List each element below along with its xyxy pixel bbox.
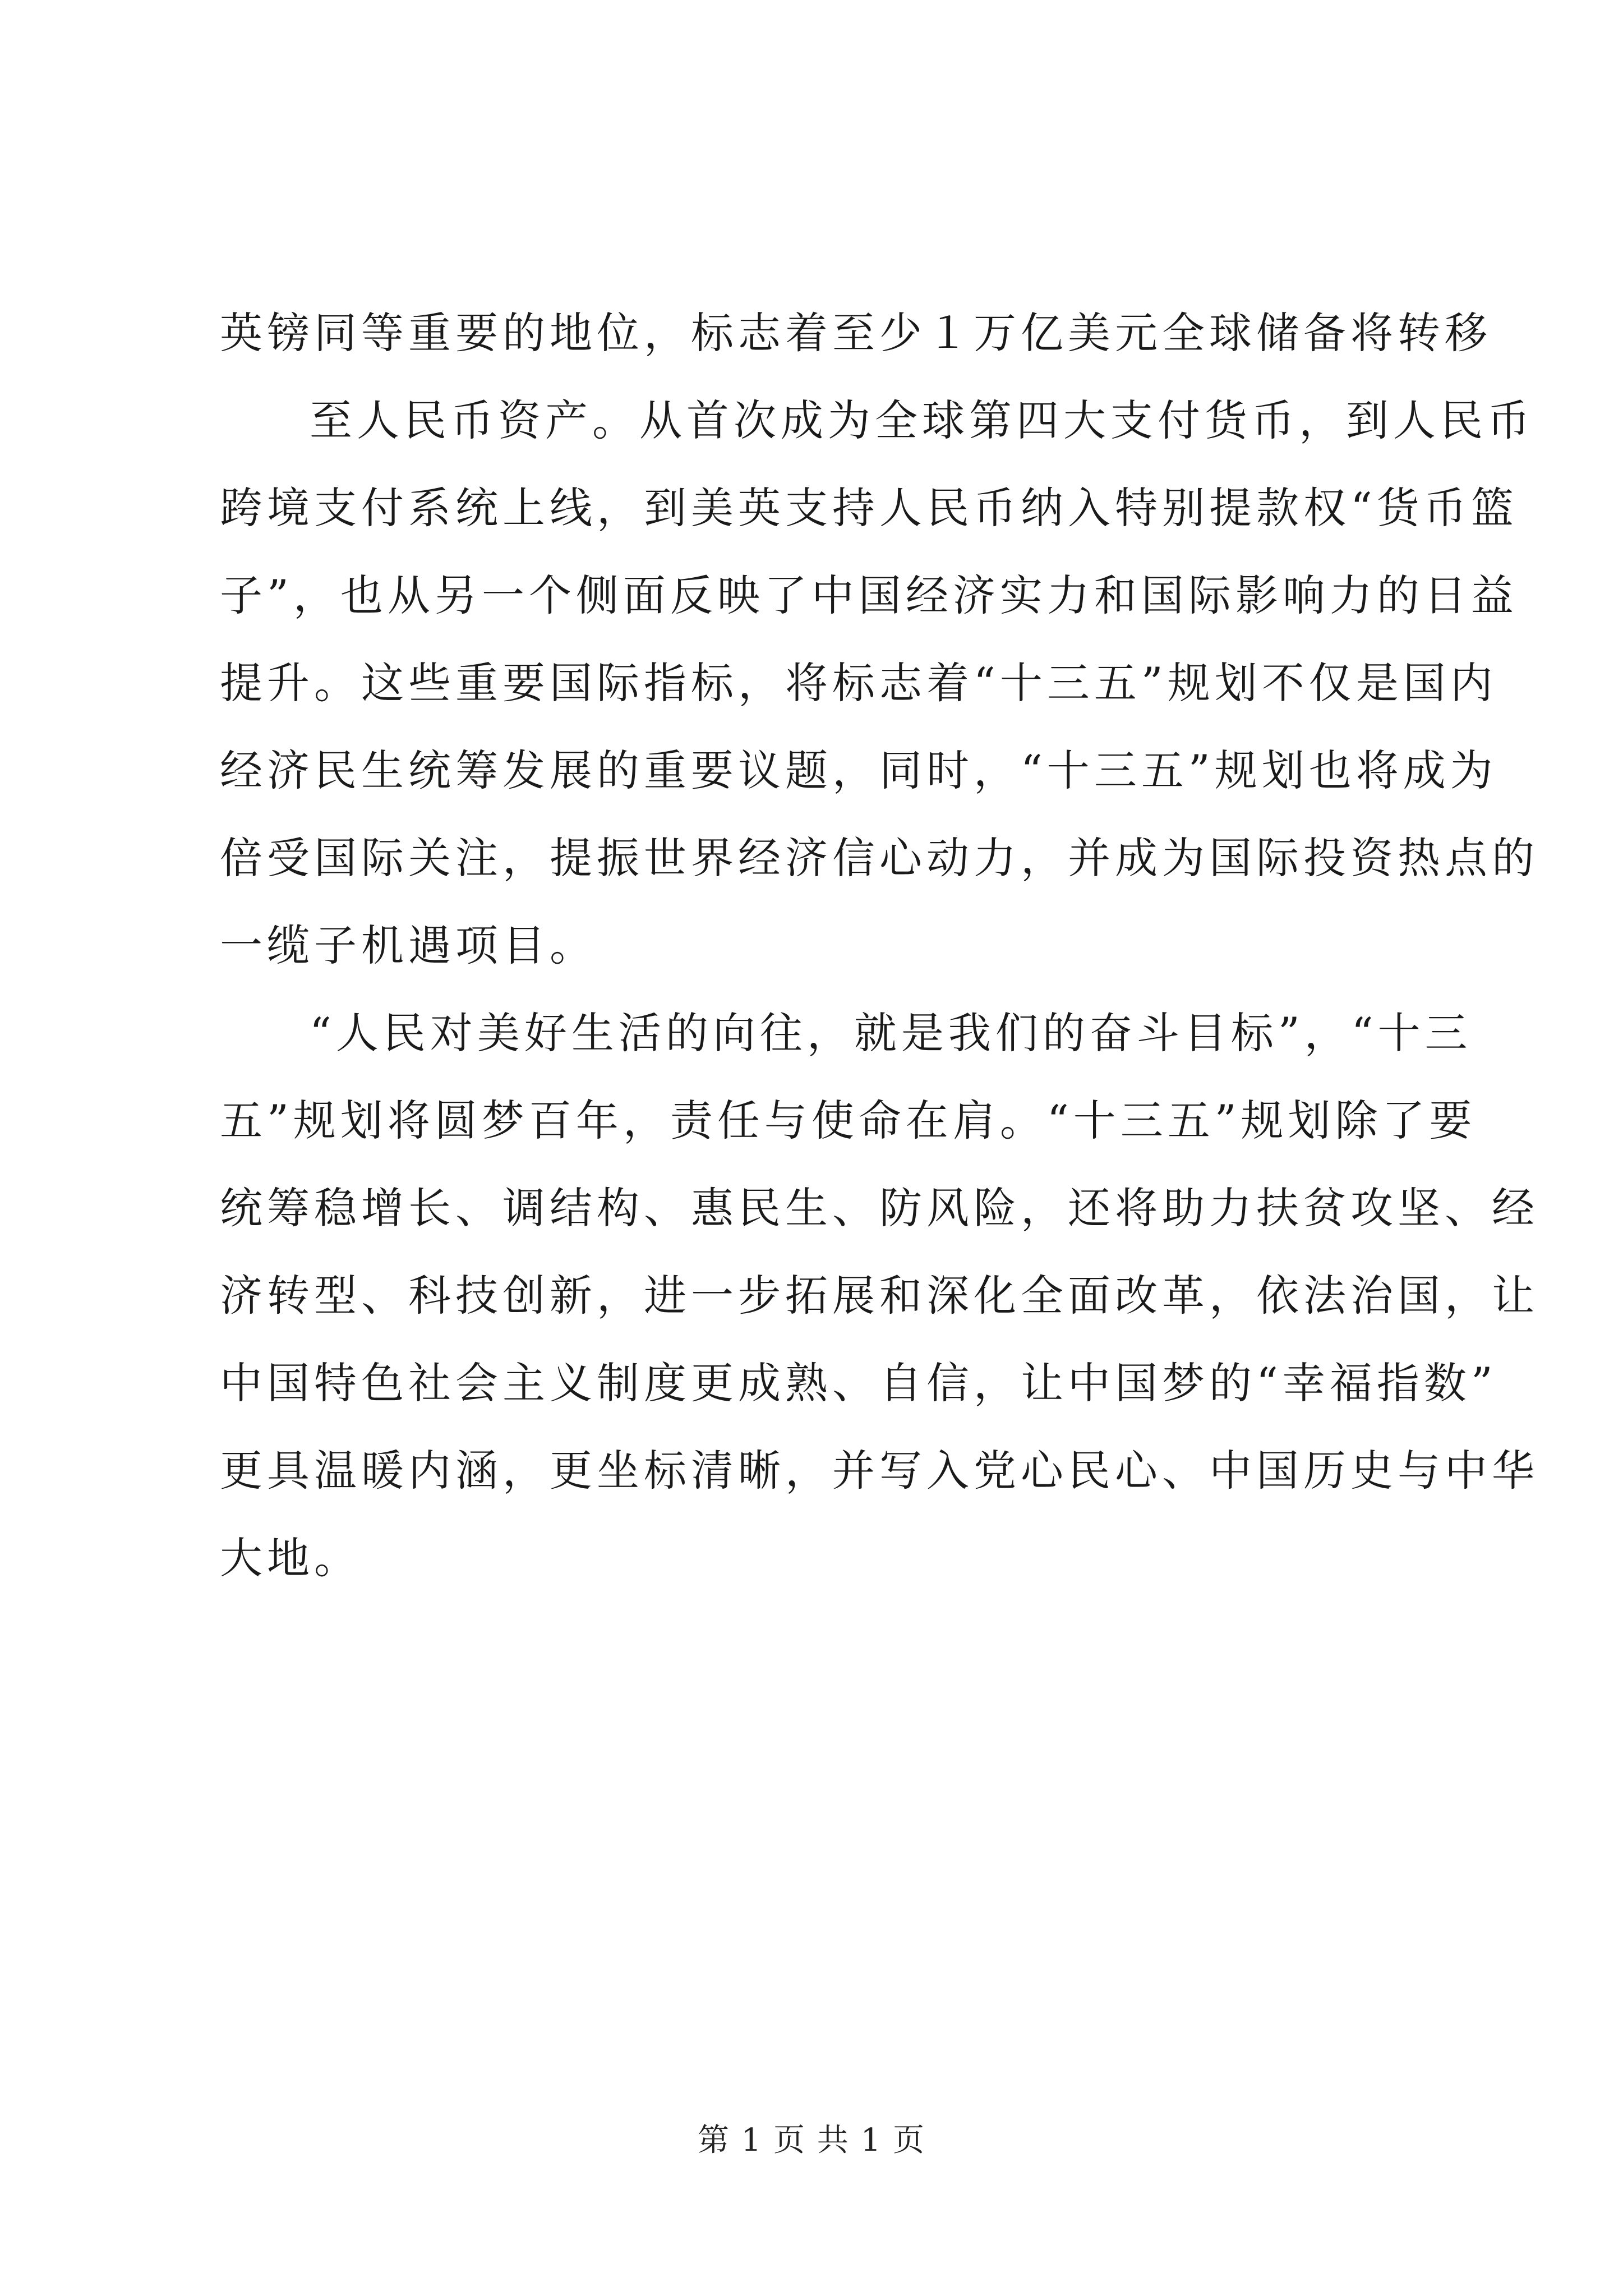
text-line: 英镑同等重要的地位，标志着至少１万亿美元全球储备将转移	[220, 308, 1492, 358]
text-line: 大地。	[220, 1533, 361, 1583]
text-line: 更具温暖内涵，更坐标清晰，并写入党心民心、中国历史与中华	[220, 1446, 1539, 1496]
text-line: 五”规划将圆梦百年，责任与使命在肩。“十三五”规划除了要	[220, 1096, 1477, 1145]
text-line: “人民对美好生活的向往，就是我们的奋斗目标”，“十三	[310, 1008, 1472, 1058]
text-line: 子”，也从另一个侧面反映了中国经济实力和国际影响力的日益	[220, 570, 1518, 620]
text-line: 跨境支付系统上线，到美英支持人民币纳入特别提款权“货币篮	[220, 483, 1518, 533]
text-line: 一缆子机遇项目。	[220, 921, 597, 970]
text-line: 至人民币资产。从首次成为全球第四大支付货币，到人民币	[310, 395, 1534, 445]
text-line: 统筹稳增长、调结构、惠民生、防风险，还将助力扶贫攻坚、经	[220, 1183, 1539, 1233]
page-footer: 第 1 页 共 1 页	[697, 2122, 926, 2159]
text-line: 提升。这些重要国际指标，将标志着“十三五”规划不仅是国内	[220, 658, 1497, 708]
text-line: 经济民生统筹发展的重要议题，同时，“十三五”规划也将成为	[220, 746, 1497, 795]
text-line: 中国特色社会主义制度更成熟、自信，让中国梦的“幸福指数”	[220, 1358, 1497, 1408]
text-line: 倍受国际关注，提振世界经济信心动力，并成为国际投资热点的	[220, 833, 1539, 883]
text-line: 济转型、科技创新，进一步拓展和深化全面改革，依法治国，让	[220, 1271, 1539, 1320]
